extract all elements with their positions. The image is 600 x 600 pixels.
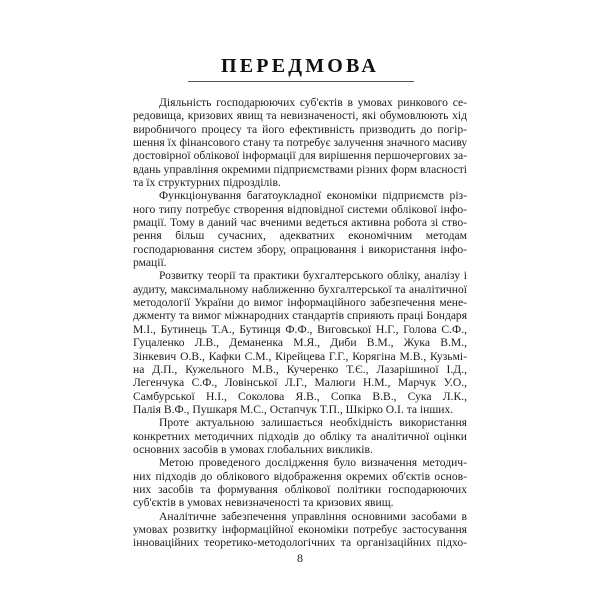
text-line: виробничого процесу та його ефективність призводить до погір- (133, 122, 467, 136)
page-number: 8 (297, 551, 303, 565)
text-line: них підходів до облікового відображення окремих об'єктів основ- (133, 469, 467, 483)
body-text (133, 96, 467, 550)
text-line: них засобів та формування облікової політики господарюючих (133, 482, 467, 496)
text-line: умовах розвитку інформаційної економіки потребує застосування (133, 523, 467, 536)
paragraph (133, 189, 467, 269)
text-line: суб'єктів в умовах невизначеності та кризових явищ. (133, 496, 394, 510)
text-line: Гуцаленко Л.В., Деманенка М.Я., Диби В.М., Жука В.М., (133, 336, 467, 350)
text-line: Зінкевич О.В., Кафки С.М., Кірейцева Г.Г., Корягіна М.В., Кузьмі- (133, 349, 467, 363)
text-line: методології України до вимог інформаційного забезпечення мене- (133, 296, 467, 310)
paragraph (133, 416, 467, 456)
page-title: ПЕРЕДМОВА (221, 55, 379, 77)
text-line: шення їх фінансового стану та потребує залучення значного масиву (133, 136, 468, 150)
text-line: ного типу потребує створення відповідної системи облікової інфо- (133, 202, 467, 216)
text-line: достовірної облікової інформації для вирішення першочергових за- (133, 149, 467, 163)
text-line: на Д.П., Кужельного М.В., Кучеренко Т.Є., Лазарішиної І.Д., (133, 362, 467, 376)
text-line: Метою проведеного дослідження було визначення методич- (159, 456, 467, 470)
title-underline (188, 81, 414, 82)
text-line: Проте актуальною залишається необхідність використання (159, 416, 467, 430)
paragraph (133, 510, 467, 550)
text-line: інноваційних теоретико-методологічних та організаційних підхо- (133, 536, 467, 550)
text-line: основних засобів в умовах глобальних викликів. (133, 442, 373, 456)
text-line: Функціонування багатоукладної економіки підприємств різ- (159, 189, 467, 203)
paragraph (133, 456, 467, 509)
text-line: Легенчука С.Ф., Ловінської Л.Г., Малюги Н.М., Марчук У.О., (133, 376, 467, 390)
text-line: рмації. Тому в даний час вченими ведеться активна робота зі ство- (133, 216, 467, 230)
paragraph (133, 269, 467, 416)
text-line: редовища, кризових явищ та невизначеності, які обумовлюють хід (133, 109, 467, 123)
text-line: Самбурської Н.І., Соколова Я.В., Сопка В.В., Сука Л.К., (133, 389, 467, 403)
text-line: та їх структурних підрозділів. (133, 176, 281, 190)
text-line: Аналітичне забезпечення управління основними засобами в (159, 509, 467, 523)
text-line: Розвитку теорії та практики бухгалтерського обліку, аналізу і (159, 269, 467, 283)
text-line: М.І., Бутинець Т.А., Бутинця Ф.Ф., Виговської Н.Г., Голова С.Ф., (133, 322, 467, 336)
text-line: вдань управління окремими підприємствами різних форм власності (133, 162, 467, 176)
text-line: господарювання систем збору, опрацювання і використання інфо- (133, 242, 467, 256)
text-line: конкретних методичних підходів до обліку та аналітичної оцінки (133, 429, 467, 443)
text-line: аудиту, максимальному наближенню бухгалтерської та аналітичної (133, 282, 467, 296)
text-line: рмації. (133, 256, 167, 270)
text-line: Палія В.Ф., Пушкаря М.С., Остапчук Т.П., Шкірко О.І. та інших. (133, 402, 454, 416)
text-line: рення більш сучасних, адекватних економічним методам (133, 229, 467, 243)
paragraph (133, 96, 467, 189)
text-line: Діяльність господарюючих суб'єктів в умовах ринкового се- (159, 96, 467, 109)
text-line: джменту та вимог міжнародних стандартів сприяють праці Бондаря (133, 309, 467, 322)
